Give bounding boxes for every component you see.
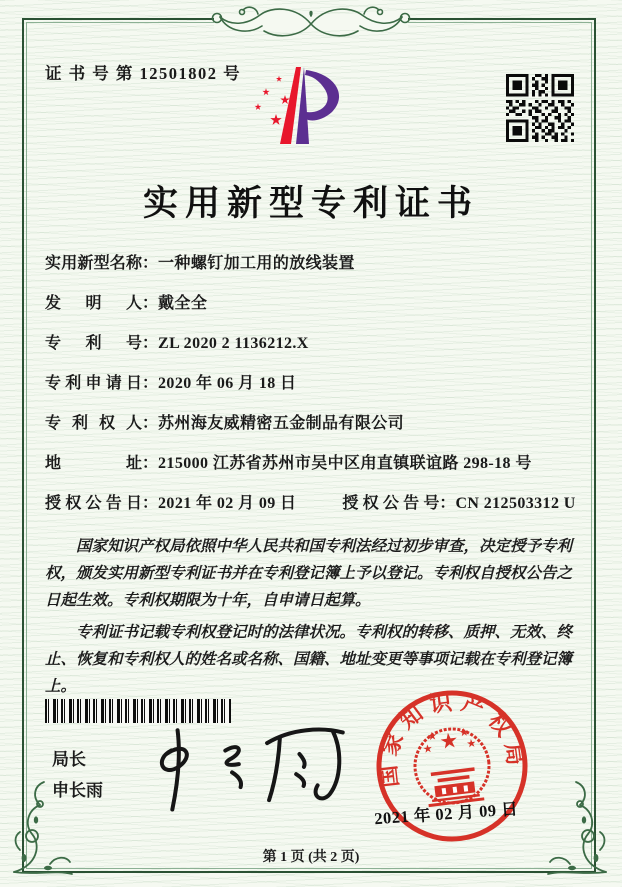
field-list	[45, 250, 588, 530]
field-value: 2020 年 06 月 18 日	[158, 375, 297, 392]
field-colon: ：	[142, 495, 159, 512]
certificate-title: 实用新型专利证书	[142, 184, 479, 223]
field-label: 地址	[45, 455, 142, 472]
field-row-patentee	[45, 410, 588, 433]
director-name: 申长雨	[52, 781, 103, 800]
field-colon: ：	[142, 455, 159, 472]
field-label: 授权公告日	[45, 495, 142, 512]
barcode-icon	[45, 699, 231, 723]
field-label-grant-number: 授权公告号	[342, 495, 440, 512]
seal-text: 国家知识产权局	[374, 688, 530, 789]
field-label: 发明人	[45, 295, 142, 312]
field-value: 戴全全	[158, 295, 208, 312]
field-row-patent-number	[45, 330, 588, 353]
cnipa-patent-logo-icon	[246, 64, 351, 153]
field-colon: ：	[439, 495, 456, 512]
field-label: 实用新型名称	[45, 255, 142, 272]
field-colon: ：	[142, 255, 159, 272]
grant-date-stamp: 2021 年 02 月 09 日	[373, 799, 519, 829]
field-row-address	[45, 450, 588, 473]
field-row-filing-date	[45, 370, 588, 393]
field-value: 2021 年 02 月 09 日	[158, 495, 297, 512]
field-colon: ：	[142, 335, 159, 352]
field-label: 专利号	[45, 335, 142, 352]
director-block	[52, 744, 103, 806]
director-title: 局长	[52, 750, 86, 769]
field-colon: ：	[142, 415, 159, 432]
top-flourish-ornament-icon	[196, 2, 426, 49]
field-label: 专利权人	[45, 415, 142, 432]
legal-paragraph-2: 专利证书记载专利权登记时的法律状况。专利权的转移、质押、无效、终止、恢复和专利权人的姓名或名称、国籍、地址变更等事项记载在专利登记簿上。	[45, 624, 573, 695]
director-signature-icon	[126, 716, 359, 824]
field-colon: ：	[142, 295, 159, 312]
certificate-number: 证 书 号 第 12501802 号	[45, 64, 242, 83]
field-value-grant-number: CN 212503312 U	[455, 495, 576, 512]
field-value: ZL 2020 2 1136212.X	[158, 335, 309, 352]
national-ip-office-seal-icon	[363, 677, 541, 855]
qr-code-icon	[505, 74, 575, 142]
national-emblem-icon	[411, 725, 494, 808]
field-value: 一种螺钉加工用的放线装置	[158, 255, 355, 272]
field-label: 专利申请日	[45, 375, 142, 392]
field-value: 苏州海友威精密五金制品有限公司	[158, 415, 405, 432]
field-row-name	[45, 250, 588, 273]
legal-paragraph-1: 国家知识产权局依照中华人民共和国专利法经过初步审查，决定授予专利权，颁发实用新型专利证书并在专利登记簿上予以登记。专利权自授权公告之日起生效。专利权期限为十年，自申请日起算。	[45, 538, 573, 609]
field-row-inventor	[45, 290, 588, 313]
field-colon: ：	[142, 375, 159, 392]
field-value: 215000 江苏省苏州市吴中区甪直镇联谊路 298-18 号	[158, 455, 532, 472]
page-number: 第 1 页 (共 2 页)	[262, 850, 360, 865]
field-row-grant	[45, 490, 588, 513]
